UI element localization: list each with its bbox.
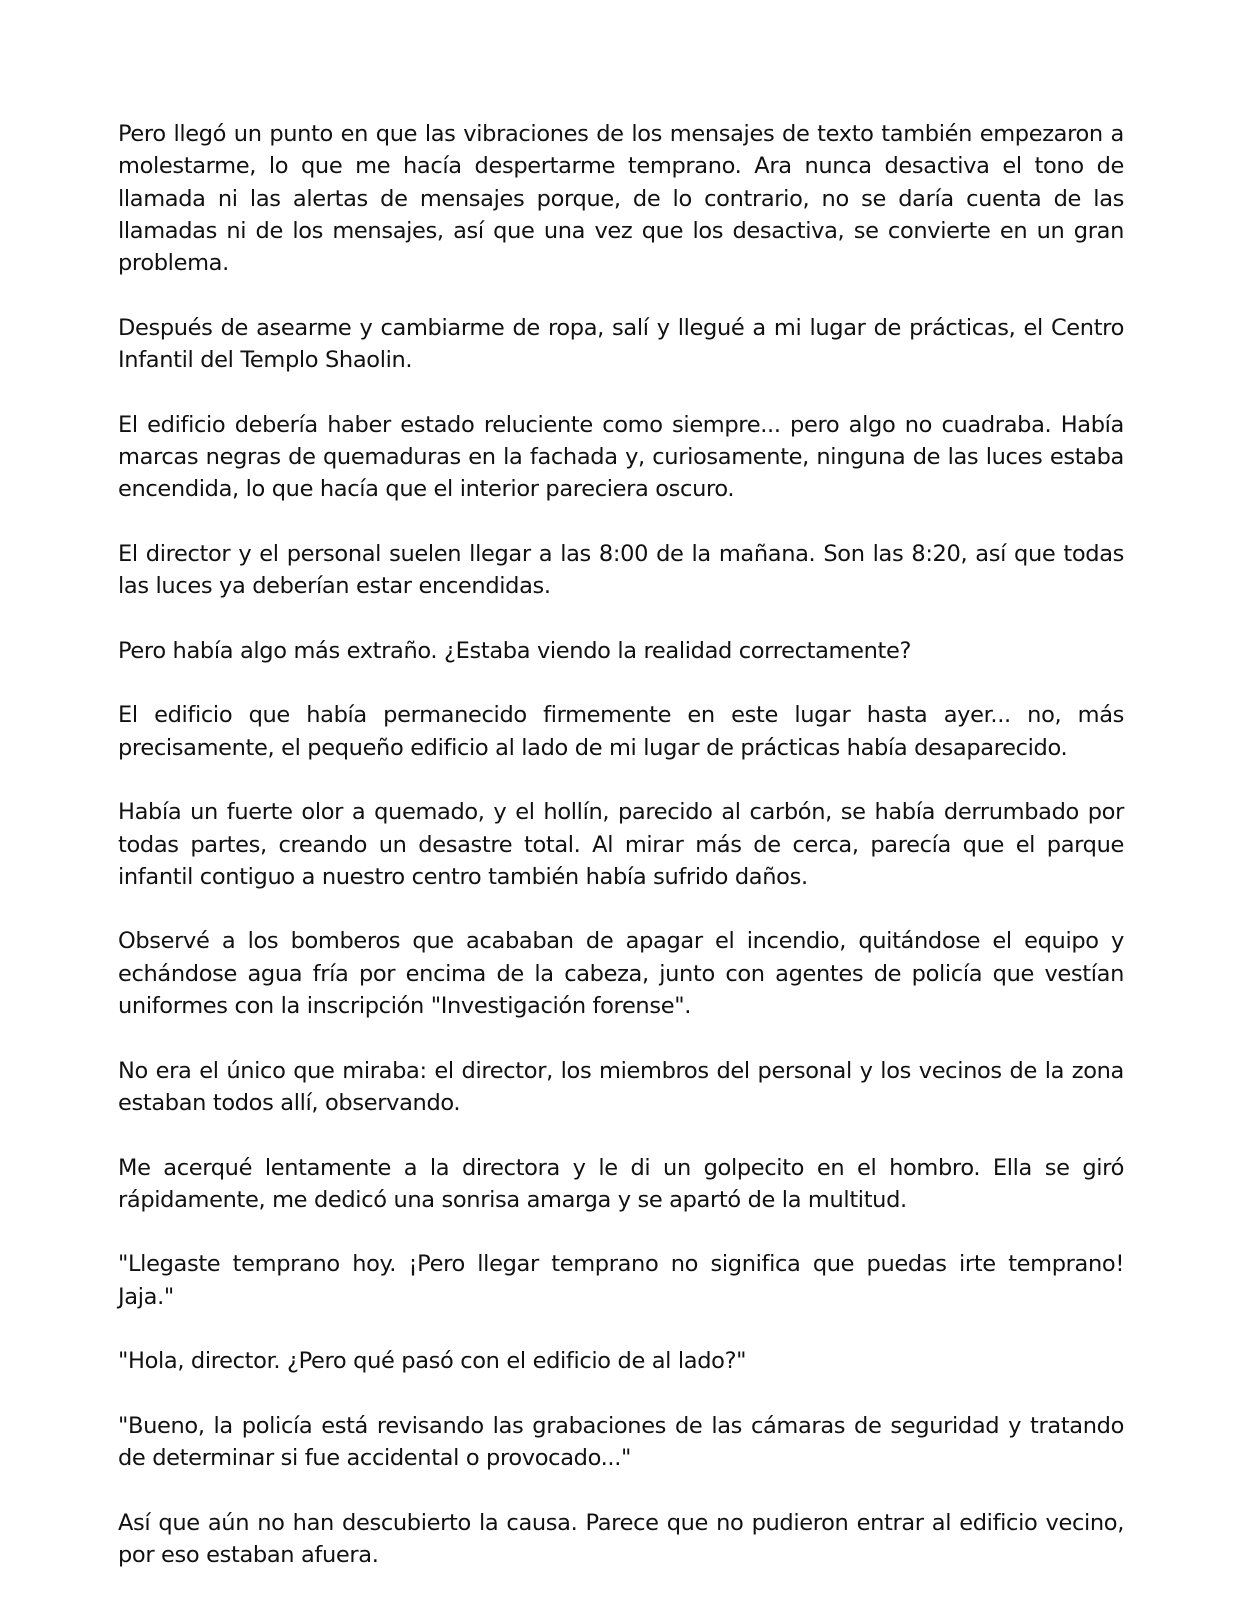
paragraph-2: Después de asearme y cambiarme de ropa, salí y llegué a mi lugar de prácticas, el Centro Infantil del Templo Shaolin. — [118, 314, 1124, 374]
paragraph-14: Así que aún no han descubierto la causa. Parece que no pudieron entrar al edificio vecino, por eso estaban afuera. — [118, 1509, 1124, 1569]
paragraph-12: "Hola, director. ¿Pero qué pasó con el edificio de al lado?" — [118, 1348, 747, 1375]
paragraph-7: Había un fuerte olor a quemado, y el hollín, parecido al carbón, se había derrumbado por todas partes, creando un desastre total. Al mirar más de cerca, parecía que el parque infantil contiguo a nuestro centro también había sufrido daños. — [118, 799, 1124, 890]
paragraph-8: Observé a los bomberos que acababan de apagar el incendio, quitándose el equipo y echándose agua fría por encima de la cabeza, junto con agentes de policía que vestían uniformes con la inscripción "Investigación forense". — [118, 928, 1124, 1020]
paragraph-3: El edificio debería haber estado reluciente como siempre... pero algo no cuadraba. Había marcas negras de quemaduras en la fachada y, curiosamente, ninguna de las luces estaba encendida, lo que hacía que el interior pareciera oscuro. — [118, 411, 1124, 503]
paragraph-13: "Bueno, la policía está revisando las grabaciones de las cámaras de seguridad y tratando de determinar si fue accidental o provocado..." — [118, 1412, 1124, 1472]
paragraph-9: No era el único que miraba: el director, los miembros del personal y los vecinos de la zona estaban todos allí, observando. — [118, 1057, 1124, 1116]
document-page — [118, 118, 1124, 1571]
paragraph-1: Pero llegó un punto en que las vibraciones de los mensajes de texto también empezaron a molestarme, lo que me hacía despertarme temprano. Ara nunca desactiva el tono de llamada ni las alertas de mensajes porque, de lo contrario, no se daría cuenta de las llamadas ni de los mensajes, así que una vez que los desactiva, se convierte en un gran problema. — [118, 121, 1124, 277]
paragraph-5: Pero había algo más extraño. ¿Estaba viendo la realidad correctamente? — [118, 637, 912, 664]
paragraph-4: El director y el personal suelen llegar a las 8:00 de la mañana. Son las 8:20, así que todas las luces ya deberían estar encendidas. — [118, 540, 1124, 600]
paragraph-11: "Llegaste temprano hoy. ¡Pero llegar temprano no significa que puedas irte temprano! Jaja." — [118, 1251, 1124, 1310]
paragraph-6: El edificio que había permanecido firmemente en este lugar hasta ayer... no, más precisamente, el pequeño edificio al lado de mi lugar de prácticas había desaparecido. — [118, 702, 1124, 761]
paragraph-10: Me acerqué lentamente a la directora y le di un golpecito en el hombro. Ella se giró rápidamente, me dedicó una sonrisa amarga y se apartó de la multitud. — [118, 1154, 1124, 1213]
